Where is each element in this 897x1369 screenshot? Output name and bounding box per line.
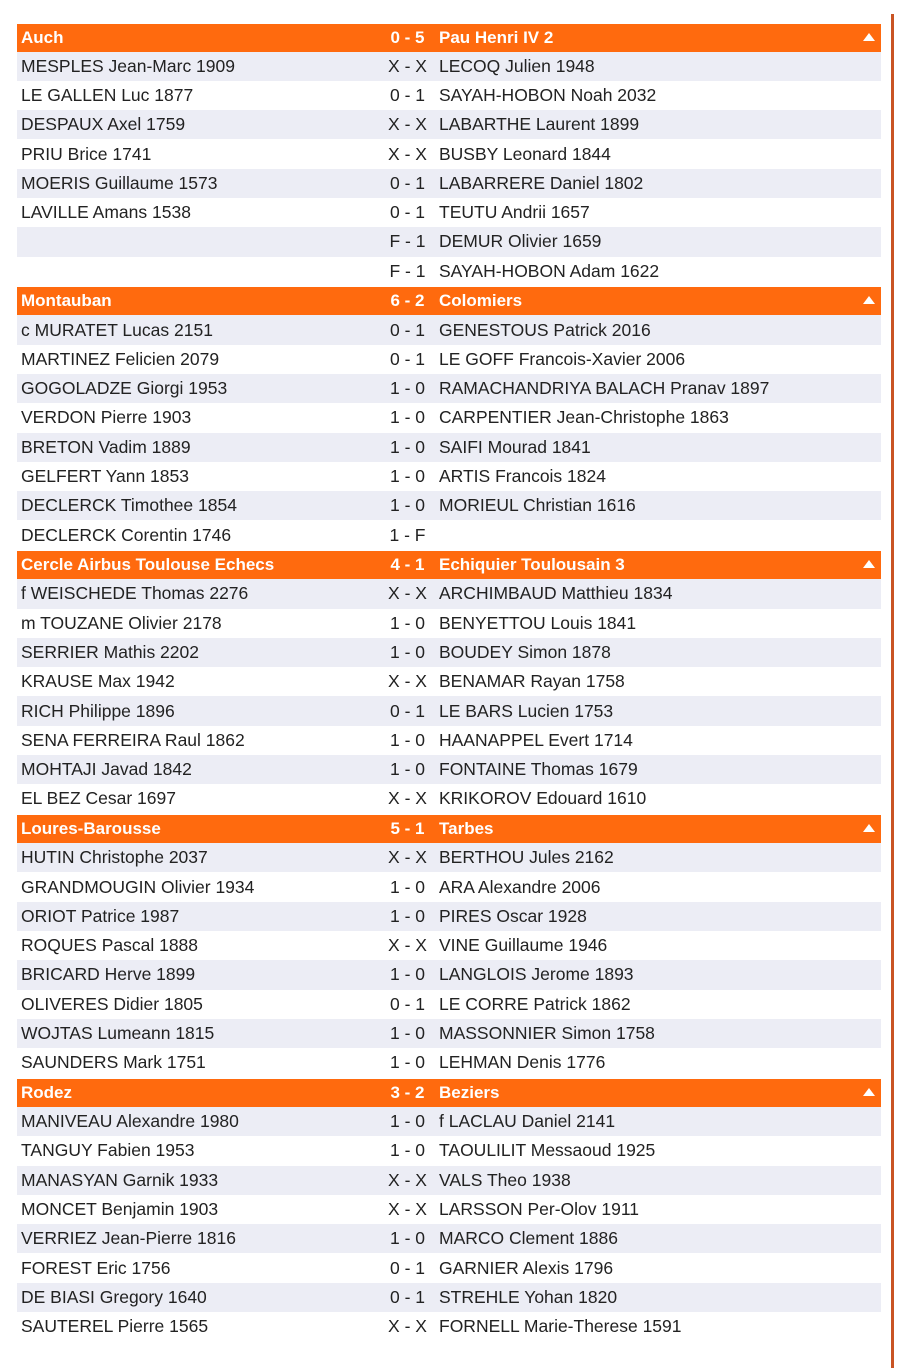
board-result: 1 - 0 [389, 436, 426, 457]
board-row [17, 872, 881, 901]
board-row [17, 667, 881, 696]
away-player: LABARTHE Laurent 1899 [439, 114, 640, 135]
board-row [17, 1283, 881, 1312]
home-player: MARTINEZ Felicien 2079 [21, 348, 220, 369]
away-player: ARTIS Francois 1824 [439, 466, 606, 486]
collapse-triangle-icon[interactable] [863, 560, 875, 568]
board-result: 1 - 0 [389, 964, 426, 985]
board-row [17, 902, 881, 931]
board-result: 0 - 1 [389, 319, 426, 340]
board-result: 1 - 0 [389, 378, 426, 399]
home-player: DECLERCK Timothee 1854 [21, 495, 237, 516]
board-result: 1 - 0 [389, 1023, 426, 1044]
board-row [17, 227, 881, 256]
away-player: BENYETTOU Louis 1841 [439, 612, 637, 633]
away-player: SAIFI Mourad 1841 [439, 436, 591, 457]
away-player: BOUDEY Simon 1878 [439, 641, 611, 662]
board-result: X - X [388, 671, 427, 692]
board-row [17, 931, 881, 960]
home-team-name: Loures-Barousse [21, 819, 161, 839]
away-team-name: Pau Henri IV 2 [439, 27, 554, 47]
match-header[interactable] [17, 551, 881, 579]
board-result: 0 - 1 [389, 172, 426, 193]
home-player: SENA FERREIRA Raul 1862 [21, 729, 245, 750]
board-row [17, 345, 881, 374]
board-result: 1 - 0 [389, 1140, 426, 1161]
board-row [17, 110, 881, 139]
board-result: 0 - 1 [389, 202, 426, 223]
away-player: SAYAH-HOBON Noah 2032 [439, 84, 657, 105]
away-player: BERTHOU Jules 2162 [439, 847, 614, 868]
away-player: SAYAH-HOBON Adam 1622 [439, 260, 660, 281]
collapse-triangle-icon[interactable] [863, 296, 875, 304]
board-row [17, 579, 881, 608]
match-header[interactable] [17, 815, 881, 843]
board-row [17, 1019, 881, 1048]
board-result: 1 - 0 [389, 466, 426, 486]
board-row [17, 169, 881, 198]
board-result: 1 - 0 [389, 905, 426, 926]
board-result: 1 - 0 [389, 729, 426, 750]
match-score: 4 - 1 [390, 555, 425, 575]
board-row [17, 81, 881, 110]
home-player: BRICARD Herve 1899 [21, 964, 196, 985]
away-player: KRIKOROV Edouard 1610 [439, 788, 647, 809]
board-row [17, 960, 881, 989]
board-result: 0 - 1 [389, 1257, 426, 1278]
away-player: FORNELL Marie-Therese 1591 [439, 1316, 682, 1337]
away-player: BUSBY Leonard 1844 [439, 143, 611, 164]
away-player: LEHMAN Denis 1776 [439, 1052, 606, 1073]
home-player: GRANDMOUGIN Olivier 1934 [21, 876, 255, 897]
away-player: LECOQ Julien 1948 [439, 55, 595, 76]
board-result: 0 - 1 [389, 348, 426, 369]
board-row [17, 315, 881, 344]
match-header[interactable] [17, 24, 881, 52]
board-result: 1 - 0 [389, 495, 426, 516]
away-player: GARNIER Alexis 1796 [439, 1257, 614, 1278]
home-player: VERRIEZ Jean-Pierre 1816 [21, 1228, 236, 1249]
home-player: FOREST Eric 1756 [21, 1257, 171, 1278]
board-row [17, 726, 881, 755]
board-result: X - X [388, 143, 427, 164]
board-result: 1 - F [389, 524, 426, 545]
board-row [17, 1136, 881, 1165]
match-score: 5 - 1 [390, 819, 425, 839]
board-row [17, 1048, 881, 1077]
board-row [17, 1312, 881, 1341]
home-player: SAUNDERS Mark 1751 [21, 1052, 206, 1073]
board-row [17, 843, 881, 872]
board-row [17, 696, 881, 725]
home-player: ORIOT Patrice 1987 [21, 905, 180, 926]
away-team-name: Colomiers [439, 291, 523, 311]
away-player: MASSONNIER Simon 1758 [439, 1023, 655, 1044]
home-player: SAUTEREL Pierre 1565 [21, 1316, 209, 1337]
away-player: CARPENTIER Jean-Christophe 1863 [439, 407, 729, 428]
match-header[interactable] [17, 287, 881, 315]
away-player: RAMACHANDRIYA BALACH Pranav 1897 [439, 378, 770, 399]
board-result: 1 - 0 [389, 1052, 426, 1073]
home-player: MESPLES Jean-Marc 1909 [21, 55, 235, 76]
board-result: X - X [388, 114, 427, 135]
away-player: ARCHIMBAUD Matthieu 1834 [439, 583, 673, 604]
away-player: DEMUR Olivier 1659 [439, 231, 602, 252]
board-row [17, 1253, 881, 1282]
away-player: PIRES Oscar 1928 [439, 905, 587, 926]
away-player: MORIEUL Christian 1616 [439, 495, 636, 516]
board-row [17, 1224, 881, 1253]
collapse-triangle-icon[interactable] [863, 33, 875, 41]
home-player: MONCET Benjamin 1903 [21, 1199, 219, 1220]
home-player: EL BEZ Cesar 1697 [21, 788, 176, 809]
collapse-triangle-icon[interactable] [863, 1088, 875, 1096]
match-score: 6 - 2 [390, 291, 425, 311]
board-result: F - 1 [389, 260, 426, 281]
home-player: m TOUZANE Olivier 2178 [21, 612, 222, 633]
home-team-name: Rodez [21, 1083, 72, 1102]
board-row [17, 433, 881, 462]
home-team-name: Auch [21, 27, 64, 47]
away-player: STREHLE Yohan 1820 [439, 1286, 618, 1307]
results-table [17, 22, 881, 1341]
board-result: X - X [388, 788, 427, 809]
home-player: LAVILLE Amans 1538 [21, 202, 191, 223]
board-row [17, 52, 881, 81]
home-player: ROQUES Pascal 1888 [21, 935, 199, 956]
away-player: TEUTU Andrii 1657 [439, 202, 590, 223]
away-team-name: Beziers [439, 1083, 500, 1102]
match-score: 0 - 5 [390, 27, 425, 47]
board-row [17, 374, 881, 403]
home-player: HUTIN Christophe 2037 [21, 847, 208, 868]
board-row [17, 403, 881, 432]
away-player: VINE Guillaume 1946 [439, 935, 608, 956]
home-player: OLIVERES Didier 1805 [21, 993, 203, 1014]
home-player: WOJTAS Lumeann 1815 [21, 1023, 215, 1044]
board-row [17, 1195, 881, 1224]
away-player: BENAMAR Rayan 1758 [439, 671, 625, 692]
board-result: 1 - 0 [389, 641, 426, 662]
board-result: X - X [388, 55, 427, 76]
away-team-name: Echiquier Toulousain 3 [439, 555, 625, 575]
home-player: RICH Philippe 1896 [21, 700, 175, 721]
board-row [17, 462, 881, 491]
home-player: MANIVEAU Alexandre 1980 [21, 1111, 239, 1132]
home-player: c MURATET Lucas 2151 [21, 319, 213, 340]
board-row [17, 1107, 881, 1136]
away-player: GENESTOUS Patrick 2016 [439, 319, 651, 340]
away-player: ARA Alexandre 2006 [439, 876, 601, 897]
board-row [17, 198, 881, 227]
home-team-name: Montauban [21, 291, 112, 311]
board-result: 1 - 0 [389, 876, 426, 897]
away-player: LE GOFF Francois-Xavier 2006 [439, 348, 686, 369]
board-result: 1 - 0 [389, 407, 426, 428]
board-row [17, 755, 881, 784]
home-player: DE BIASI Gregory 1640 [21, 1286, 207, 1307]
home-player: MOHTAJI Javad 1842 [21, 759, 192, 780]
board-result: 0 - 1 [389, 700, 426, 721]
home-player: GELFERT Yann 1853 [21, 466, 189, 486]
home-player: DESPAUX Axel 1759 [21, 114, 186, 135]
home-player: MANASYAN Garnik 1933 [21, 1169, 219, 1190]
away-team-name: Tarbes [439, 819, 494, 839]
away-player: LABARRERE Daniel 1802 [439, 172, 644, 193]
board-row [17, 139, 881, 168]
board-row [17, 520, 881, 549]
away-player: MARCO Clement 1886 [439, 1228, 618, 1249]
right-divider-line [891, 14, 894, 1368]
home-player: GOGOLADZE Giorgi 1953 [21, 378, 228, 399]
board-result: F - 1 [389, 231, 426, 252]
home-player: DECLERCK Corentin 1746 [21, 524, 232, 545]
home-player: PRIU Brice 1741 [21, 143, 152, 164]
board-result: 1 - 0 [389, 612, 426, 633]
board-row [17, 491, 881, 520]
away-player: LARSSON Per-Olov 1911 [439, 1199, 640, 1220]
board-result: 1 - 0 [389, 759, 426, 780]
home-team-name: Cercle Airbus Toulouse Echecs [21, 555, 275, 575]
away-player: LE BARS Lucien 1753 [439, 700, 614, 721]
home-player: BRETON Vadim 1889 [21, 436, 191, 457]
board-row [17, 784, 881, 813]
board-result: 1 - 0 [389, 1228, 426, 1249]
away-player: FONTAINE Thomas 1679 [439, 759, 638, 780]
collapse-triangle-icon[interactable] [863, 824, 875, 832]
board-result: 1 - 0 [389, 1111, 426, 1132]
board-row [17, 990, 881, 1019]
board-result: X - X [388, 1199, 427, 1220]
away-player: TAOULILIT Messaoud 1925 [439, 1140, 656, 1161]
home-player: MOERIS Guillaume 1573 [21, 172, 218, 193]
away-player: LE CORRE Patrick 1862 [439, 993, 631, 1014]
board-result: 0 - 1 [389, 1286, 426, 1307]
away-player: LANGLOIS Jerome 1893 [439, 964, 634, 985]
home-player: VERDON Pierre 1903 [21, 407, 192, 428]
home-player: TANGUY Fabien 1953 [21, 1140, 195, 1161]
board-row [17, 257, 881, 286]
board-result: X - X [388, 935, 427, 956]
board-result: 0 - 1 [389, 993, 426, 1014]
away-player: HAANAPPEL Evert 1714 [439, 729, 633, 750]
away-player: f LACLAU Daniel 2141 [439, 1111, 616, 1132]
home-player: SERRIER Mathis 2202 [21, 641, 199, 662]
board-row [17, 1166, 881, 1195]
board-row [17, 609, 881, 638]
away-player: VALS Theo 1938 [439, 1169, 571, 1190]
board-result: X - X [388, 1169, 427, 1190]
board-result: X - X [388, 847, 427, 868]
board-result: X - X [388, 1316, 427, 1337]
home-player: LE GALLEN Luc 1877 [21, 84, 194, 105]
home-player: KRAUSE Max 1942 [21, 671, 175, 692]
board-result: X - X [388, 583, 427, 604]
board-result: 0 - 1 [389, 84, 426, 105]
match-header[interactable] [17, 1079, 881, 1107]
match-score: 3 - 2 [390, 1083, 425, 1102]
board-row [17, 638, 881, 667]
home-player: f WEISCHEDE Thomas 2276 [21, 583, 249, 604]
